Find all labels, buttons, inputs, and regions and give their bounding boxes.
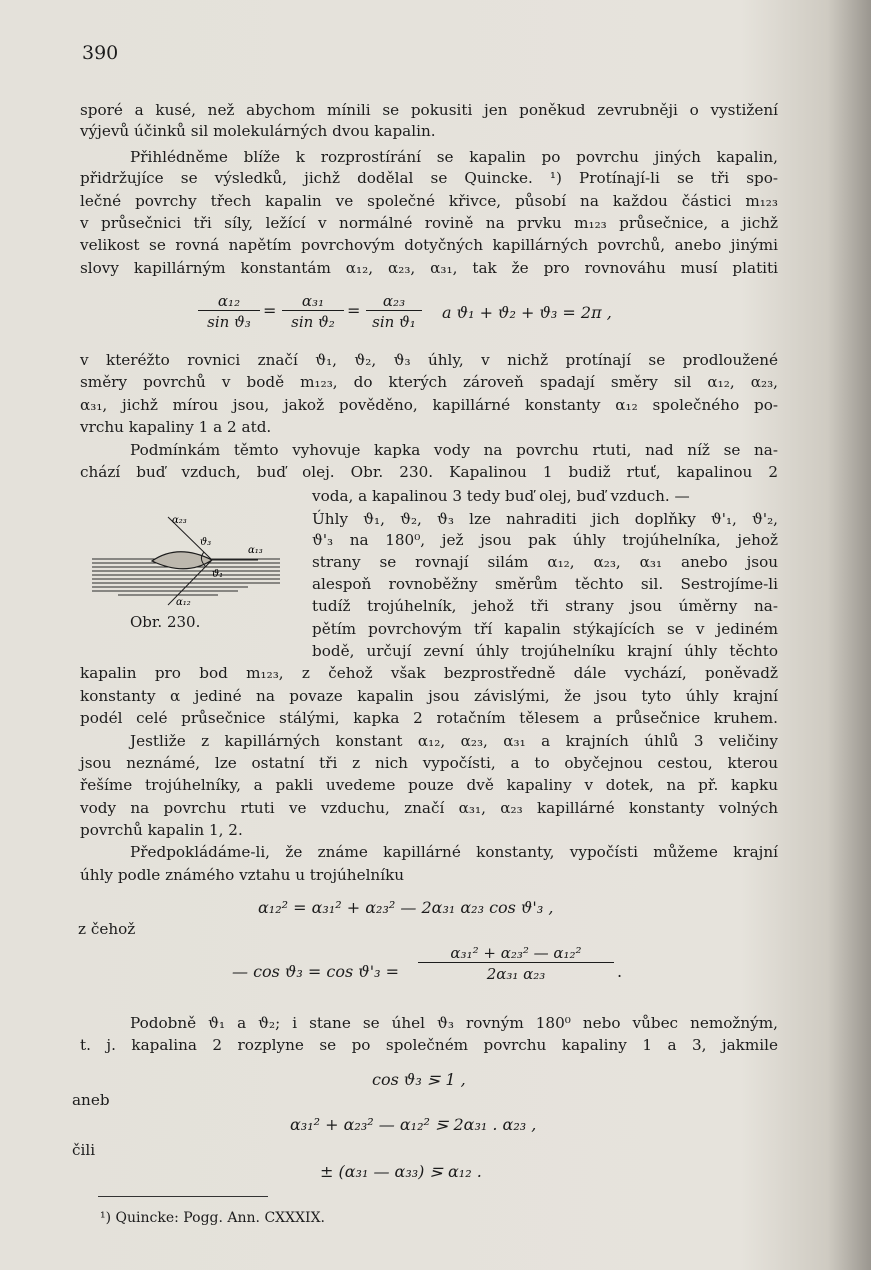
eq1-fraction-1: $\frac{\text{α₁₂}}{\text{sin ϑ₃}}$ xyxy=(198,292,260,331)
text-line: pětím povrchovým tří kapalin stýkajících se v jediném xyxy=(312,620,778,638)
equation-cos-fraction: $\frac{\text{α₃₁² + α₂₃² — α₁₂²}}{\text{2α₃₁ α₂₃}}$ xyxy=(418,944,614,983)
text-line: lečné povrchy třech kapalin ve společné křivce, působí na každou částici m₁₂₃ xyxy=(80,192,778,210)
text-line: vrchu kapaliny 1 a 2 atd. xyxy=(80,418,272,436)
text-line: povrchů kapalin 1, 2. xyxy=(80,821,243,839)
equation-final: ± (α₃₁ — α₃₃) ⋝ α₁₂ . xyxy=(320,1162,482,1181)
text-line: řešíme trojúhelníky, a pakli uvedeme pouze dvě kapaliny v dotek, na př. kapku xyxy=(80,776,778,794)
text-line: v kteréžto rovnici značí ϑ₁, ϑ₂, ϑ₃ úhly, v nichž protínají se prodloužené xyxy=(80,351,778,369)
eq1-fraction-2: $\frac{\text{α₃₁}}{\text{sin ϑ₂}}$ xyxy=(282,292,344,331)
text-line: úhly podle známého vztahu u trojúhelníku xyxy=(80,866,405,884)
figure-230-drop-diagram xyxy=(88,505,288,610)
text-line: Podmínkám těmto vyhovuje kapka vody na povrchu rtuti, nad níž se na- xyxy=(130,441,778,459)
text-line: sporé a kusé, než abychom mínili se pokusiti jen poněkud zevrubněji o vystižení xyxy=(80,101,778,119)
equation-cos-geq-1: cos ϑ₃ ⋝ 1 , xyxy=(372,1070,466,1089)
text-line: ϑ'₃ na 180⁰, jež jsou pak úhly trojúhelníka, jehož xyxy=(312,531,778,549)
label-a13: α₁₃ xyxy=(248,545,263,556)
footnote-rule xyxy=(98,1196,268,1197)
text-line: velikost se rovná napětím povrchovým dotyčných kapillárných povrchů, anebo jinými xyxy=(80,236,778,254)
eq1-angle-sum: a ϑ₁ + ϑ₂ + ϑ₃ = 2π , xyxy=(442,303,612,322)
eq1-fraction-3: $\frac{\text{α₂₃}}{\text{sin ϑ₁}}$ xyxy=(366,292,422,331)
text-line: voda, a kapalinou 3 tedy buď olej, buď vzduch. — xyxy=(312,487,690,505)
equation-inequality: α₃₁² + α₂₃² — α₁₂² ⋝ 2α₃₁ . α₂₃ , xyxy=(290,1115,537,1134)
equation-period: . xyxy=(617,962,623,981)
text-line: vody na povrchu rtuti ve vzduchu, značí α₃₁, α₂₃ kapillárné konstanty volných xyxy=(80,799,778,817)
text-line: v průsečnici tři síly, ležící v normálné rovině na prvku m₁₂₃ průsečnice, a jichž xyxy=(80,214,778,232)
text-line: slovy kapillárným konstantám α₁₂, α₂₃, α₃₁, tak že pro rovnováhu musí platiti xyxy=(80,259,778,277)
text-line: chází buď vzduch, buď olej. Obr. 230. Kapalinou 1 budiž rtuť, kapalinou 2 xyxy=(80,463,778,481)
label-theta3: ϑ₃ xyxy=(200,537,212,548)
text-line: tudíž trojúhelník, jehož tři strany jsou úměrny na- xyxy=(312,597,778,615)
text-aneb: aneb xyxy=(72,1091,110,1109)
text-line: Jestliže z kapillárných konstant α₁₂, α₂₃, α₃₁ a krajních úhlů 3 veličiny xyxy=(130,732,778,750)
text-line: t. j. kapalina 2 rozplyne se po společném povrchu kapaliny 1 a 3, jakmile xyxy=(80,1036,778,1054)
equals-sign: = xyxy=(263,301,277,320)
text-line: Podobně ϑ₁ a ϑ₂; i stane se úhel ϑ₃ rovným 180⁰ nebo vůbec nemožným, xyxy=(130,1014,778,1032)
footnote: ¹) Quincke: Pogg. Ann. CXXXIX. xyxy=(100,1210,325,1226)
equals-sign: = xyxy=(347,301,361,320)
text-line: směry povrchů v bodě m₁₂₃, do kterých zároveň spadají směry sil α₁₂, α₂₃, xyxy=(80,373,778,391)
equation-cos-left: — cos ϑ₃ = cos ϑ'₃ = xyxy=(232,962,400,981)
equation-law-of-cosines: α₁₂² = α₃₁² + α₂₃² — 2α₃₁ α₂₃ cos ϑ'₃ , xyxy=(258,898,554,917)
text-line: alespoň rovnoběžny směrům těchto sil. Sestrojíme-li xyxy=(312,575,778,593)
text-cili: čili xyxy=(72,1141,96,1159)
text-line: Přihlédněme blíže k rozprostírání se kapalin po povrchu jiných kapalin, xyxy=(130,148,778,166)
page-number: 390 xyxy=(82,42,119,64)
label-theta1: ϑ₁ xyxy=(212,569,224,580)
text-line: α₃₁, jichž mírou jsou, jakož pověděno, kapillárné konstanty α₁₂ společného po- xyxy=(80,396,778,414)
text-line: kapalin pro bod m₁₂₃, z čehož však bezprostředně dále vychází, poněvadž xyxy=(80,664,778,682)
label-a23: α₂₃ xyxy=(172,515,187,526)
drop-shape xyxy=(152,552,212,569)
text-line: přidržujíce se výsledků, jichž dodělal se Quincke. ¹) Protínají-li se tři spo- xyxy=(80,169,778,187)
text-line: Úhly ϑ₁, ϑ₂, ϑ₃ lze nahraditi jich doplňky ϑ'₁, ϑ'₂, xyxy=(312,510,778,528)
text-line: výjevů účinků sil molekulárných dvou kapalin. xyxy=(80,122,436,140)
text-z-cehoz: z čehož xyxy=(78,920,136,938)
figure-caption: Obr. 230. xyxy=(130,613,201,631)
text-line: konstanty α jediné na povaze kapalin jsou závislými, že jsou tyto úhly krajní xyxy=(80,687,778,705)
text-line: jsou neznámé, lze ostatní tři z nich vypočísti, a to obyčejnou cestou, kterou xyxy=(80,754,778,772)
text-line: bodě, určují zevní úhly trojúhelníku krajní úhly těchto xyxy=(312,642,778,660)
text-line: strany se rovnají silám α₁₂, α₂₃, α₃₁ anebo jsou xyxy=(312,553,778,571)
text-line: podél celé průsečnice stálými, kapka 2 rotačním tělesem a průsečnice kruhem. xyxy=(80,709,778,727)
text-line: Předpokládáme-li, že známe kapillárné konstanty, vypočísti můžeme krajní xyxy=(130,843,778,861)
label-a12: α₁₂ xyxy=(176,597,191,608)
